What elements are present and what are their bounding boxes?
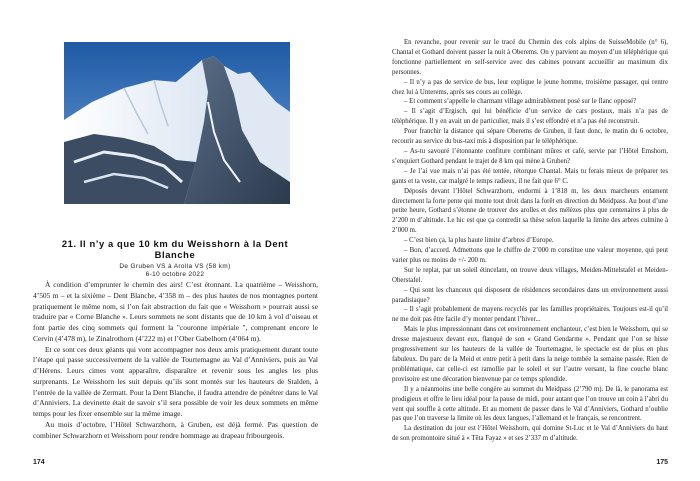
- left-body-text: [33, 280, 318, 441]
- paragraph: À condition d’emprunter le chemin des airs! C’est étonnant. La quatrième – Weisshorn, 4’505 m – et la sixième – Dent Blanche, 4’358 m – des plus hautes de nos montagnes portent pratiquement le même nom, si l’on fait abstraction du fait que « Weisshorn » pourrait aussi se traduire par « Corne Blanche ». Leurs sommets ne sont distants que de 10 km à vol d’oiseau et font partie des cinq sommets qui forment la "couronne impériale ", comprenant encore le Cervin (4’478 m), le Zinalrothorn (4’222 m) et l’Ober Gabelhorn (4’064 m).: [33, 280, 318, 343]
- paragraph: – Et comment s’appelle le charmant village admirablement posé sur le flanc opposé?: [404, 98, 637, 106]
- paragraph: Pour franchir la distance qui sépare Oberems de Gruben, il faut donc, le matin du 6 octobre, recourir au service du bus-taxi mis à disposition par le téléphérique.: [392, 128, 668, 146]
- paragraph: La destination du jour est l’Hôtel Weisshorn, qui domine St-Luc et le Val d’Anniviers du haut de son promontoire situé à « Têta Fayaz » et ses 2’337 m d’altitude.: [392, 425, 668, 443]
- paragraph: En revanche, pour revenir sur le tracé du Chemin des cols alpins de SuisseMobile (n° 6), Chantal et Gothard doivent passer la nuit à Oberems. On y parvient au moyen d’un téléphérique qui fonctionne partiellement en self-service avec des cabines pouvant accueillir au maximum dix personnes.: [392, 39, 668, 76]
- page-number: 174: [33, 459, 45, 466]
- mountain-photo: [64, 42, 290, 204]
- chapter-route: De Gruben VS à Arolla VS (58 km): [119, 263, 231, 270]
- paragraph: Sur le replat, par un soleil étincelant, on trouve deux villages, Meiden-Mittelstafel et Meiden-Oberstafel.: [392, 266, 668, 284]
- paragraph: – Il s’agit probablement de mayens recyclés par les familles propriétaires. Toujours est-il qu’il ne me doit pas être facile d’y monter pendant l’hiver...: [392, 306, 668, 324]
- paragraph: – Il s’agit d’Ergisch, qui lui bénéficie d’un service de cars postaux, mais n’a pas de téléphérique. Il y en avait un de particulier, mais il s’est effondré et n’a pas été reconstruit.: [392, 108, 668, 126]
- paragraph: Au mois d’octobre, l’Hôtel Schwarzhorn, à Gruben, est déjà fermé. Pas question de combiner Schwarzhorn et Weisshorn pour rendre hommage au drapeau fribourgeois.: [33, 419, 318, 440]
- chapter-dates: 6-10 octobre 2022: [145, 271, 205, 278]
- paragraph: Mais le plus impressionnant dans cet environnement enchanteur, c’est bien le Weisshorn, qui se dresse majestueux devant eux, flanqué de son « Grand Gendarme ». Pendant que l’on se hisse progressivement sur les hauteurs de la vallée de Tourtemagne, le spectacle est de plus en plus fabuleux. Du parc de la Meid et entre petit à petit dans la neige tombée la semaine passée. Rien de problématique, car celle-ci est ramollie par le soleil et sur l’autre versant, la fine couche blanc provisoire est une décoration bienvenue par ce temps splendide.: [392, 326, 668, 383]
- mountain-photo-illustration: [64, 42, 290, 204]
- paragraph: – Je l’ai vue mais n’ai pas été tentée, rétorque Chantal. Mais tu ferais mieux de préparer tes gants et ta veste, car malgré le temps radieux, il ne fait que 6° C.: [392, 167, 668, 185]
- paragraph: – Bon, d’accord. Admettons que le chiffre de 2’000 m constitue une valeur moyenne, qui peut varier plus ou moins de +/- 200 m.: [392, 247, 668, 264]
- chapter-heading: [42, 238, 308, 278]
- paragraph: – Il n’y a pas de service de bus, leur explique le jeune homme, troisième passager, qui rentre chez lui à Unterems, après ses cours au collège.: [392, 78, 668, 96]
- right-body-text: [392, 38, 668, 444]
- right-page: [350, 0, 700, 481]
- paragraph: – C’est bien ça, la plus haute limite d’arbres d’Europe.: [404, 237, 554, 245]
- chapter-title: 21. Il n’y a que 10 km du Weisshorn à la Dent Blanche: [61, 238, 289, 260]
- page-number: 175: [656, 459, 668, 466]
- paragraph: Et ce sont ces deux géants qui vont accompagner nos deux amis pratiquement durant toute l’étape qui passe successivement de la vallée de Tourtemagne au Val d’Anniviers, puis au Val d’Hérens. Leurs cimes vont apparaître, disparaître et revenir sous les angles les plus surprenants. Le Weisshorn les suit depuis qu’ils sont montés sur les hauteurs de Stalden, à l’entrée de la vallée de Zermatt. Pour la Dent Blanche, il faudra attendre de pénétrer dans le Val d’Anniviers. La devinette était de savoir s’il sera possible de voir les deux sommets en même temps pour les fixer ensemble sur la même image.: [33, 344, 318, 418]
- paragraph: Il y a néanmoins une belle congère au sommet du Meidpass (2’790 m). De là, le panorama est prodigieux et offre le lieu idéal pour la pause de midi, pour autant que l’on trouve un coin à l’abri du vent qui souffle à cette altitude. Et au moment de passer dans le Val d’Anniviers, Gothard n’oublie pas que l’on traverse la limite où les deux langues, l’allemand et le français, se rencontrent.: [392, 385, 668, 423]
- paragraph: – As-tu savouré l’étonnante confiture combinant mûres et café, servie par l’Hôtel Emshorn, s’enquiert Gothard pendant le trajet de 8 km qui mène à Gruben?: [392, 147, 668, 165]
- paragraph: Déposés devant l’Hôtel Schwarzhorn, endormi à 1’818 m, les deux marcheurs entament directement la forte pente qui monte tout droit dans la forêt en direction du Meidpass. Au bout d’une petite heure, Gothard s’étonne de trouver des arolles et des mélèzes plus que centenaires à plus de 2’200 m d’altitude. Le hic est que ça contredit sa thèse selon laquelle la limite des arbres culmine à 2’000 m.: [392, 187, 668, 235]
- paragraph: – Qui sont les chanceux qui disposent de résidences secondaires dans un environnement aussi paradisiaque?: [392, 286, 668, 304]
